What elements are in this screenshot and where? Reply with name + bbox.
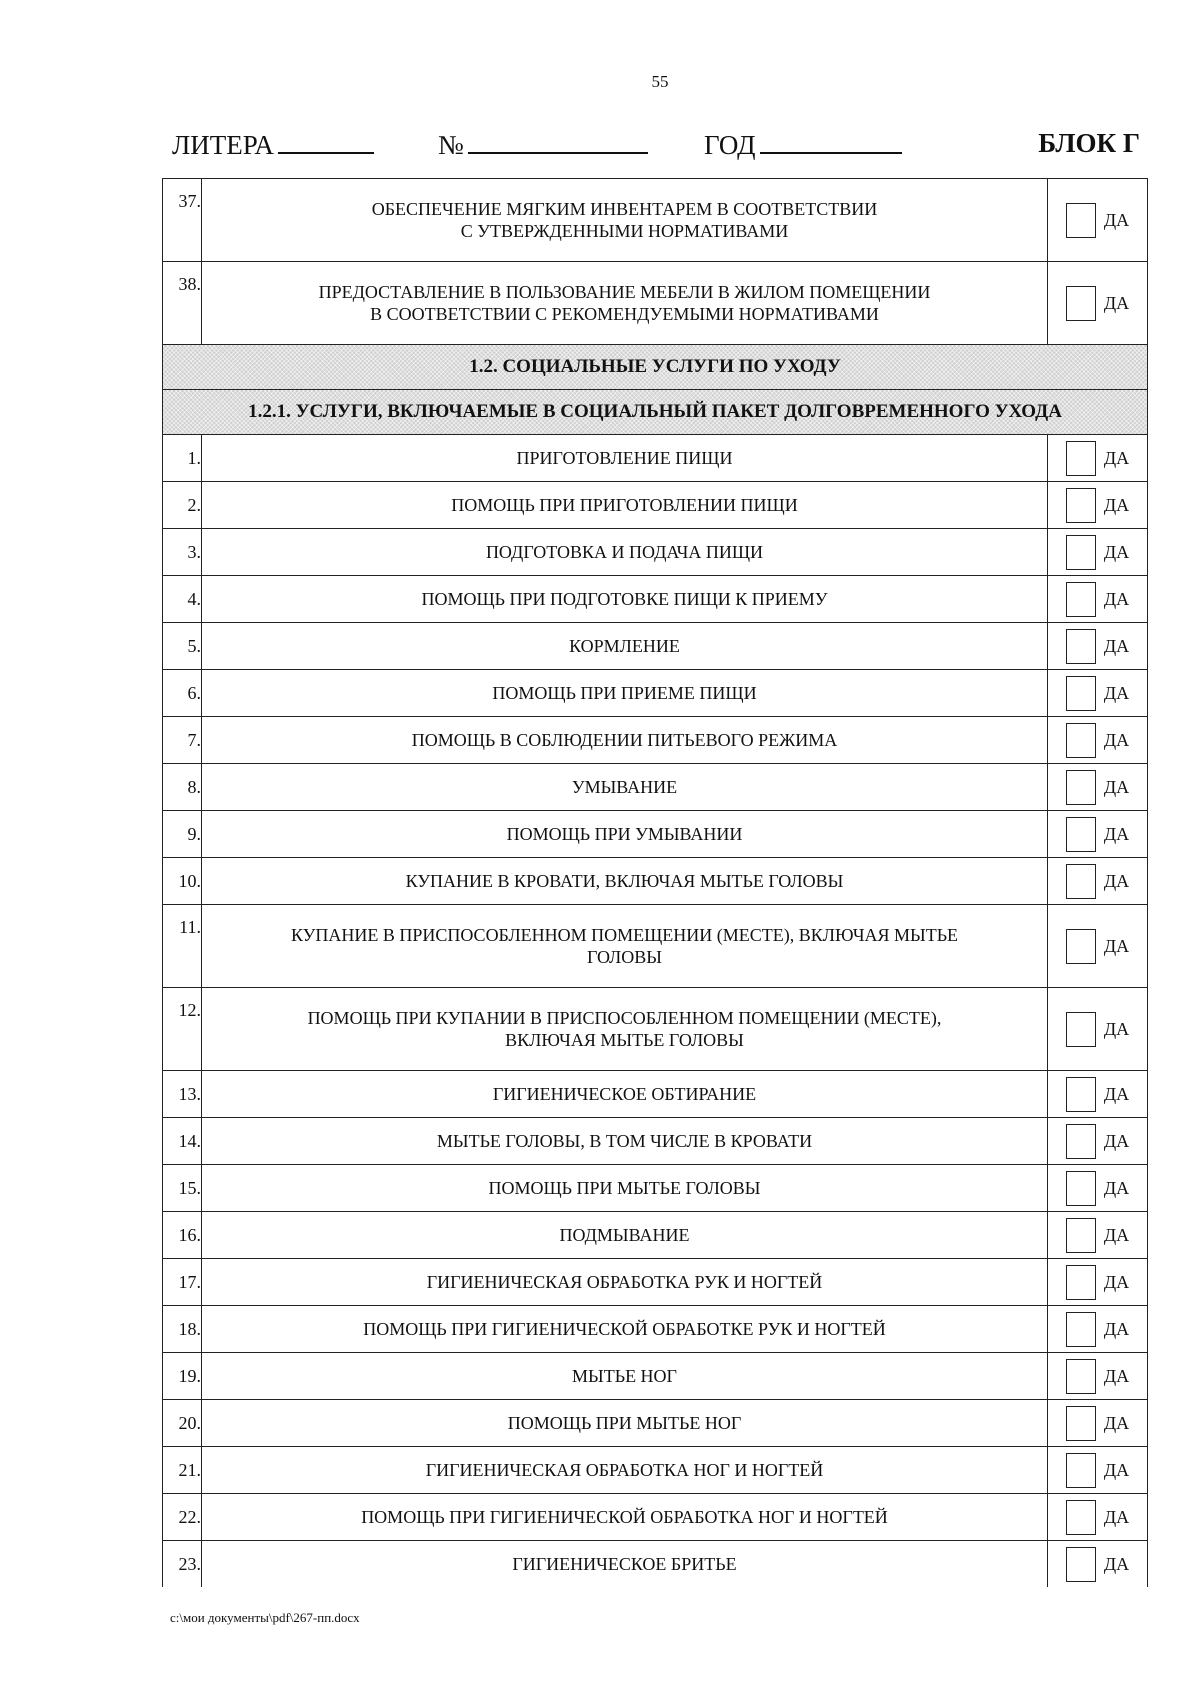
table-row [163,905,1148,988]
services-table [162,178,1148,1587]
table-row [163,529,1148,576]
service-description: МЫТЬЕ НОГ [202,1353,1048,1400]
year-field [704,128,902,161]
row-number: 23. [163,1541,202,1588]
service-description: УМЫВАНИЕ [202,764,1048,811]
row-number: 2. [163,482,202,529]
table-row [163,262,1148,345]
yes-checkbox[interactable] [1066,629,1096,664]
subsection-title-row [163,390,1148,435]
yes-check-cell [1048,179,1148,262]
yes-label: ДА [1103,1553,1130,1574]
form-header [172,128,1140,168]
row-number: 9. [163,811,202,858]
service-description: ГИГИЕНИЧЕСКАЯ ОБРАБОТКА НОГ И НОГТЕЙ [202,1447,1048,1494]
yes-checkbox[interactable] [1066,1312,1096,1347]
yes-check-cell [1048,482,1148,529]
litera-label: ЛИТЕРА [172,130,274,160]
row-number: 21. [163,1447,202,1494]
yes-checkbox[interactable] [1066,203,1096,238]
yes-checkbox[interactable] [1066,1406,1096,1441]
row-number: 3. [163,529,202,576]
table-row [163,1353,1148,1400]
litera-field [172,128,374,161]
yes-label: ДА [1103,292,1130,313]
table-row [163,1541,1148,1588]
number-field [438,128,648,161]
yes-checkbox[interactable] [1066,1124,1096,1159]
footer-file-path: c:\мои документы\pdf\267-пп.docx [170,1610,360,1625]
table-row [163,1118,1148,1165]
yes-label: ДА [1103,209,1130,230]
table-row [163,717,1148,764]
table-row [163,435,1148,482]
service-description: ПОМОЩЬ ПРИ УМЫВАНИИ [202,811,1048,858]
yes-check-cell [1048,529,1148,576]
yes-checkbox[interactable] [1066,1547,1096,1582]
section-title-row [163,345,1148,390]
row-number: 6. [163,670,202,717]
table-row [163,1165,1148,1212]
yes-label: ДА [1103,1177,1130,1198]
row-number: 37. [163,179,202,262]
row-number: 20. [163,1400,202,1447]
yes-label: ДА [1103,1506,1130,1527]
yes-checkbox[interactable] [1066,488,1096,523]
subsection-title: 1.2.1. УСЛУГИ, ВКЛЮЧАЕМЫЕ В СОЦИАЛЬНЫЙ ПАКЕТ ДОЛГОВРЕМЕННОГО УХОДА [163,390,1148,435]
yes-checkbox[interactable] [1066,1265,1096,1300]
number-blank[interactable] [468,128,648,154]
service-description: КУПАНИЕ В ПРИСПОСОБЛЕННОМ ПОМЕЩЕНИИ (МЕСТЕ), ВКЛЮЧАЯ МЫТЬЕ ГОЛОВЫ [202,905,1048,988]
yes-label: ДА [1103,588,1130,609]
yes-check-cell [1048,1541,1148,1588]
row-number: 12. [163,988,202,1071]
service-description: ПОДГОТОВКА И ПОДАЧА ПИЩИ [202,529,1048,576]
yes-label: ДА [1103,494,1130,515]
yes-check-cell [1048,1353,1148,1400]
table-row [163,1447,1148,1494]
yes-checkbox[interactable] [1066,535,1096,570]
yes-label: ДА [1103,635,1130,656]
yes-check-cell [1048,1165,1148,1212]
yes-checkbox[interactable] [1066,286,1096,321]
yes-check-cell [1048,988,1148,1071]
yes-label: ДА [1103,1318,1130,1339]
row-number: 4. [163,576,202,623]
yes-checkbox[interactable] [1066,1453,1096,1488]
yes-label: ДА [1103,682,1130,703]
section-title: 1.2. СОЦИАЛЬНЫЕ УСЛУГИ ПО УХОДУ [163,345,1148,390]
yes-checkbox[interactable] [1066,1218,1096,1253]
yes-check-cell [1048,1400,1148,1447]
service-description: МЫТЬЕ ГОЛОВЫ, В ТОМ ЧИСЛЕ В КРОВАТИ [202,1118,1048,1165]
service-description: ГИГИЕНИЧЕСКОЕ БРИТЬЕ [202,1541,1048,1588]
yes-checkbox[interactable] [1066,1171,1096,1206]
service-description: ПОМОЩЬ ПРИ МЫТЬЕ НОГ [202,1400,1048,1447]
service-description: ГИГИЕНИЧЕСКАЯ ОБРАБОТКА РУК И НОГТЕЙ [202,1259,1048,1306]
service-description: ПОДМЫВАНИЕ [202,1212,1048,1259]
yes-check-cell [1048,858,1148,905]
yes-check-cell [1048,1071,1148,1118]
yes-label: ДА [1103,1365,1130,1386]
number-label: № [438,130,464,160]
service-description: ПОМОЩЬ ПРИ ГИГИЕНИЧЕСКОЙ ОБРАБОТКА НОГ И НОГТЕЙ [202,1494,1048,1541]
yes-checkbox[interactable] [1066,770,1096,805]
yes-checkbox[interactable] [1066,817,1096,852]
table-row [163,1400,1148,1447]
table-row [163,811,1148,858]
yes-label: ДА [1103,1412,1130,1433]
yes-check-cell [1048,1118,1148,1165]
yes-label: ДА [1103,1018,1130,1039]
row-number: 38. [163,262,202,345]
service-description: ПОМОЩЬ ПРИ ПРИЕМЕ ПИЩИ [202,670,1048,717]
table-row [163,1071,1148,1118]
table-row [163,1306,1148,1353]
yes-label: ДА [1103,870,1130,891]
yes-checkbox[interactable] [1066,676,1096,711]
service-description: ПРЕДОСТАВЛЕНИЕ В ПОЛЬЗОВАНИЕ МЕБЕЛИ В ЖИЛОМ ПОМЕЩЕНИИ В СООТВЕТСТВИИ С РЕКОМЕНДУЕМЫМИ НОРМАТИВАМИ [202,262,1048,345]
yes-label: ДА [1103,447,1130,468]
table-row [163,670,1148,717]
yes-check-cell [1048,435,1148,482]
yes-label: ДА [1103,541,1130,562]
yes-label: ДА [1103,1083,1130,1104]
row-number: 15. [163,1165,202,1212]
table-row [163,482,1148,529]
yes-label: ДА [1103,1224,1130,1245]
service-description: ПОМОЩЬ В СОБЛЮДЕНИИ ПИТЬЕВОГО РЕЖИМА [202,717,1048,764]
row-number: 18. [163,1306,202,1353]
yes-check-cell [1048,1212,1148,1259]
yes-label: ДА [1103,1459,1130,1480]
yes-checkbox[interactable] [1066,441,1096,476]
table-row [163,179,1148,262]
table-row [163,858,1148,905]
yes-checkbox[interactable] [1066,1500,1096,1535]
yes-label: ДА [1103,935,1130,956]
row-number: 13. [163,1071,202,1118]
block-label: БЛОК Г [1038,128,1140,158]
row-number: 10. [163,858,202,905]
yes-checkbox[interactable] [1066,1359,1096,1394]
yes-check-cell [1048,1259,1148,1306]
yes-check-cell [1048,1447,1148,1494]
yes-check-cell [1048,262,1148,345]
row-number: 7. [163,717,202,764]
yes-label: ДА [1103,1271,1130,1292]
yes-check-cell [1048,764,1148,811]
yes-checkbox[interactable] [1066,1012,1096,1047]
row-number: 1. [163,435,202,482]
yes-check-cell [1048,576,1148,623]
row-number: 8. [163,764,202,811]
row-number: 16. [163,1212,202,1259]
yes-label: ДА [1103,776,1130,797]
yes-check-cell [1048,905,1148,988]
table-row [163,576,1148,623]
yes-check-cell [1048,623,1148,670]
litera-blank[interactable] [278,128,374,154]
yes-check-cell [1048,1306,1148,1353]
page-number: 55 [651,72,669,91]
table-row [163,1494,1148,1541]
table-row [163,623,1148,670]
year-blank[interactable] [760,128,902,154]
yes-checkbox[interactable] [1066,864,1096,899]
service-description: ПОМОЩЬ ПРИ КУПАНИИ В ПРИСПОСОБЛЕННОМ ПОМЕЩЕНИИ (МЕСТЕ), ВКЛЮЧАЯ МЫТЬЕ ГОЛОВЫ [202,988,1048,1071]
table-row [163,764,1148,811]
year-label: ГОД [704,130,756,160]
table-row [163,988,1148,1071]
row-number: 14. [163,1118,202,1165]
yes-label: ДА [1103,729,1130,750]
service-description: ОБЕСПЕЧЕНИЕ МЯГКИМ ИНВЕНТАРЕМ В СООТВЕТСТВИИ С УТВЕРЖДЕННЫМИ НОРМАТИВАМИ [202,179,1048,262]
yes-label: ДА [1103,1130,1130,1151]
service-description: ПРИГОТОВЛЕНИЕ ПИЩИ [202,435,1048,482]
service-description: ПОМОЩЬ ПРИ ПРИГОТОВЛЕНИИ ПИЩИ [202,482,1048,529]
service-description: ПОМОЩЬ ПРИ ПОДГОТОВКЕ ПИЩИ К ПРИЕМУ [202,576,1048,623]
table-row [163,1212,1148,1259]
service-description: КУПАНИЕ В КРОВАТИ, ВКЛЮЧАЯ МЫТЬЕ ГОЛОВЫ [202,858,1048,905]
yes-checkbox[interactable] [1066,929,1096,964]
yes-check-cell [1048,1494,1148,1541]
row-number: 22. [163,1494,202,1541]
yes-check-cell [1048,670,1148,717]
row-number: 11. [163,905,202,988]
service-description: ПОМОЩЬ ПРИ ГИГИЕНИЧЕСКОЙ ОБРАБОТКЕ РУК И НОГТЕЙ [202,1306,1048,1353]
yes-checkbox[interactable] [1066,1077,1096,1112]
row-number: 19. [163,1353,202,1400]
row-number: 5. [163,623,202,670]
row-number: 17. [163,1259,202,1306]
service-description: ГИГИЕНИЧЕСКОЕ ОБТИРАНИЕ [202,1071,1048,1118]
service-description: ПОМОЩЬ ПРИ МЫТЬЕ ГОЛОВЫ [202,1165,1048,1212]
yes-check-cell [1048,717,1148,764]
yes-checkbox[interactable] [1066,723,1096,758]
service-description: КОРМЛЕНИЕ [202,623,1048,670]
yes-check-cell [1048,811,1148,858]
yes-label: ДА [1103,823,1130,844]
yes-checkbox[interactable] [1066,582,1096,617]
table-row [163,1259,1148,1306]
